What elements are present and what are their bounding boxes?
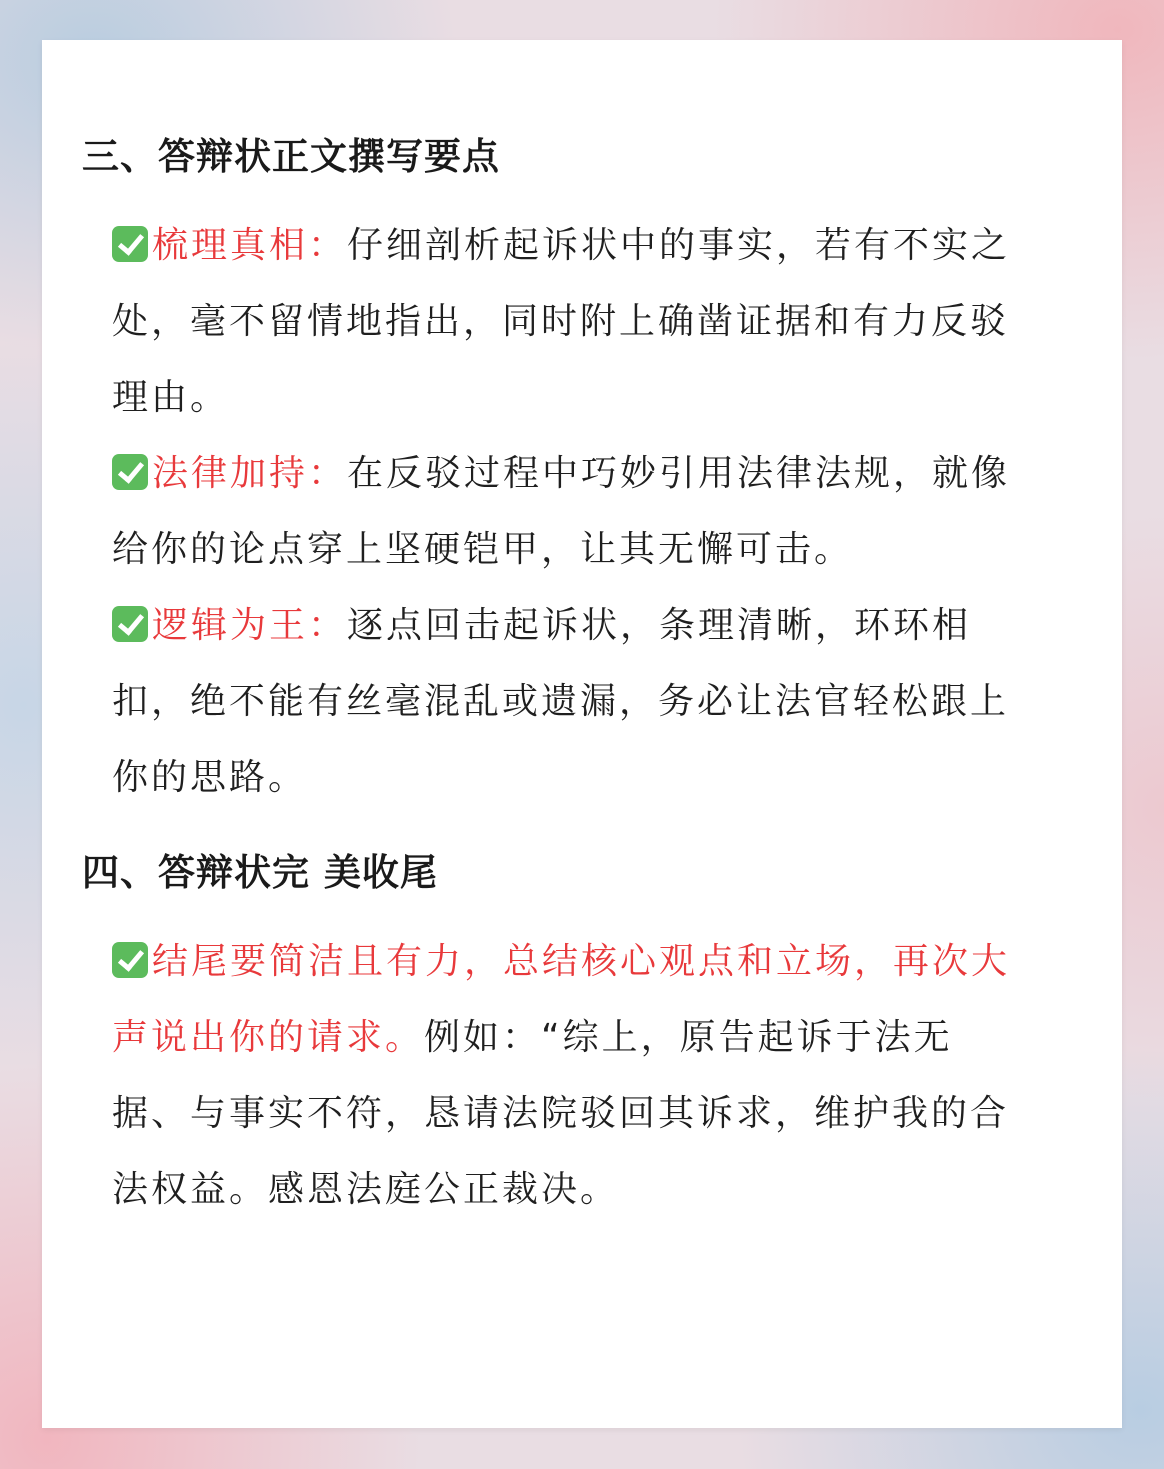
check-mark-icon (112, 942, 148, 978)
section-3-item-2 (112, 436, 1022, 588)
item-label: 法律加持： (152, 453, 348, 494)
section-4-heading: 四、答辩状完 美收尾 (82, 851, 438, 894)
item-text: 例如：“综上，原告起诉于法无据、与事实不符，恳请法院驳回其诉求，维护我的合法权益。感恩法庭公正裁决。 (112, 1017, 1010, 1210)
check-mark-icon (112, 606, 148, 642)
item-text: 在反驳过程中巧妙引用法律法规，就像给你的论点穿上坚硬铠甲，让其无懈可击。 (112, 453, 1011, 570)
item-text: 仔细剖析起诉状中的事实，若有不实之处，毫不留情地指出，同时附上确凿证据和有力反驳理由。 (112, 225, 1011, 418)
item-label: 结尾要简洁且有力，总结核心观点和立场，再次大声说出你的请求。 (112, 941, 1011, 1058)
item-text: 逐点回击起诉状，条理清晰，环环相扣，绝不能有丝毫混乱或遗漏，务必让法官轻松跟上 你的思路。 (112, 605, 1010, 798)
item-label: 逻辑为王： (152, 605, 348, 646)
section-3-item-1 (112, 208, 1022, 436)
check-mark-icon (112, 454, 148, 490)
item-label: 梳理真相： (152, 225, 348, 266)
document-card (42, 40, 1122, 1428)
section-4-item-1 (112, 924, 1022, 1228)
section-3-item-3 (112, 588, 1022, 816)
check-mark-icon (112, 226, 148, 262)
section-3-heading: 三、答辩状正文撰写要点 (82, 135, 500, 178)
